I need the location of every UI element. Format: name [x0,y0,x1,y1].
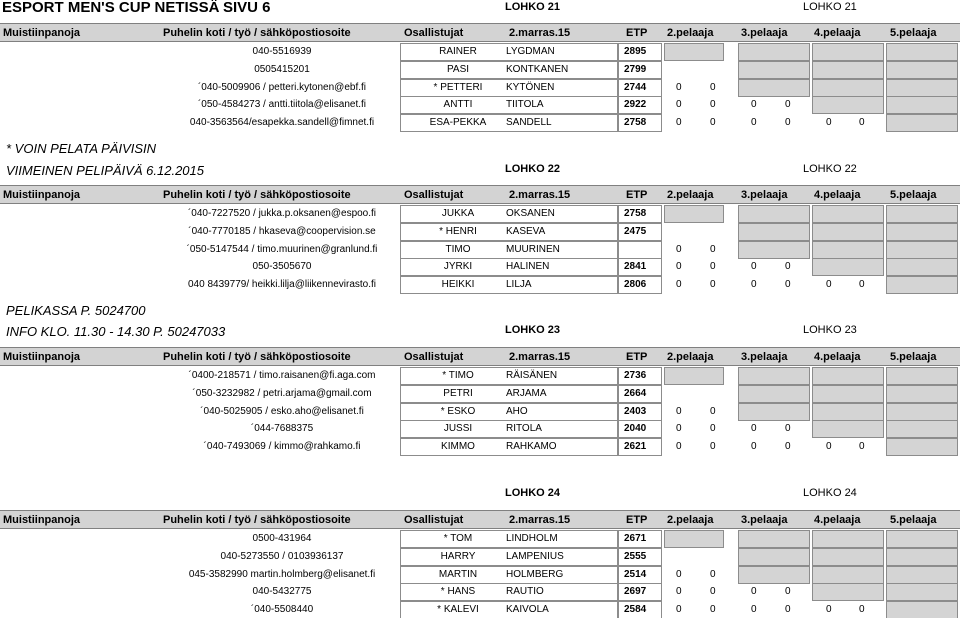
score-value: 0 [710,117,716,128]
score-value: 0 [751,423,757,434]
score-box [886,367,958,385]
header-etp: ETP [626,514,648,526]
etp-points: 2584 [624,604,647,615]
last-name: TIITOLA [506,99,544,110]
score-box [812,205,884,223]
contact-info: ´040-5009906 / petteri.kytonen@ebf.fi [197,82,367,93]
score-value: 0 [676,569,682,580]
score-box [664,530,724,548]
score-box [812,385,884,403]
score-value: 0 [751,441,757,452]
contact-info: ´040-5508440 [250,604,314,615]
score-box [886,403,958,421]
score-box [738,223,810,241]
table-row [0,420,960,438]
score-box [664,43,724,61]
score-value: 0 [751,117,757,128]
score-box [738,548,810,566]
score-box [738,61,810,79]
header-player-5: 5.pelaaja [890,27,937,39]
group-title-right: LOHKO 23 [803,324,857,336]
score-box [812,241,884,259]
first-name: RAINER [439,46,477,57]
header-date: 2.marras.15 [509,514,571,526]
header-etp: ETP [626,189,648,201]
table-row [0,61,960,79]
etp-points: 2895 [624,46,647,57]
etp-points: 2736 [624,370,647,381]
score-value: 0 [676,406,682,417]
table-row [0,79,960,97]
first-name: HEIKKI [441,279,475,290]
score-value: 0 [785,261,791,272]
score-box [886,566,958,584]
score-value: 0 [751,99,757,110]
contact-info: 0500-431964 [252,533,312,544]
header-player-2: 2.pelaaja [667,351,714,363]
last-name: LAMPENIUS [506,551,564,562]
header-player-3: 3.pelaaja [741,27,788,39]
table-header [0,23,960,42]
table-row [0,385,960,403]
header-player-3: 3.pelaaja [741,189,788,201]
score-value: 0 [859,604,865,615]
score-box [812,566,884,584]
etp-points: 2697 [624,586,647,597]
table-row [0,223,960,241]
score-box [886,548,958,566]
etp-points: 2799 [624,64,647,75]
score-box [812,258,884,276]
header-player-5: 5.pelaaja [890,351,937,363]
last-name: KYTÖNEN [506,82,555,93]
score-box [886,601,958,618]
header-etp: ETP [626,27,648,39]
contact-info: 040-5516939 [252,46,312,57]
first-name: JYRKI [443,261,473,272]
table-header [0,185,960,204]
score-value: 0 [676,82,682,93]
first-name: PASI [446,64,470,75]
table-row [0,43,960,61]
page-title: ESPORT MEN'S CUP NETISSÄ [2,0,220,16]
last-name: RÄISÄNEN [506,370,558,381]
score-box [812,96,884,114]
last-name: LYGDMAN [506,46,555,57]
score-value: 0 [710,423,716,434]
last-name: RAUTIO [506,586,544,597]
score-value: 0 [751,261,757,272]
score-box [886,530,958,548]
score-value: 0 [710,604,716,615]
first-name: * TOM [443,533,473,544]
group-title: LOHKO 23 [505,324,561,336]
score-value: 0 [785,604,791,615]
header-etp: ETP [626,351,648,363]
header-date: 2.marras.15 [509,27,571,39]
table-row [0,114,960,132]
header-notes: Muistiinpanoja [3,27,80,39]
last-name: KONTKANEN [506,64,569,75]
header-player-4: 4.pelaaja [814,189,861,201]
last-name: RITOLA [506,423,542,434]
score-value: 0 [826,604,832,615]
etp-cell [618,241,662,259]
contact-info: ´044-7688375 [250,423,314,434]
header-phone: Puhelin koti / työ / sähköpostiosoite [163,189,351,201]
header-participants: Osallistujat [404,514,464,526]
header-date: 2.marras.15 [509,189,571,201]
table-header [0,510,960,529]
score-box [738,566,810,584]
header-phone: Puhelin koti / työ / sähköpostiosoite [163,351,351,363]
score-value: 0 [785,99,791,110]
last-name: LINDHOLM [506,533,558,544]
page-number: SIVU 6 [223,0,271,16]
contact-info: 040-5273550 / 0103936137 [220,551,344,562]
score-box [812,79,884,97]
score-box [886,583,958,601]
score-box [886,420,958,438]
score-box [738,530,810,548]
score-box [738,385,810,403]
contact-info: ´0400-218571 / timo.raisanen@fi.aga.com [188,370,376,381]
contact-info: ´040-7227520 / jukka.p.oksanen@espoo.fi [187,208,377,219]
first-name: JUKKA [441,208,475,219]
contact-info: 050-3505670 [252,261,312,272]
etp-points: 2475 [624,226,647,237]
score-box [738,79,810,97]
header-player-4: 4.pelaaja [814,351,861,363]
score-value: 0 [826,117,832,128]
header-player-4: 4.pelaaja [814,27,861,39]
score-value: 0 [710,244,716,255]
table-row [0,403,960,421]
score-value: 0 [710,406,716,417]
table-row [0,438,960,456]
etp-points: 2040 [624,423,647,434]
last-name: HOLMBERG [506,569,564,580]
first-name: * KALEVI [437,604,479,615]
header-phone: Puhelin koti / työ / sähköpostiosoite [163,514,351,526]
score-value: 0 [785,423,791,434]
last-name: KASEVA [506,226,546,237]
score-value: 0 [859,279,865,290]
contact-info: ´040-5025905 / esko.aho@elisanet.fi [200,406,364,417]
first-name: * HANS [440,586,476,597]
table-row [0,601,960,618]
score-value: 0 [751,279,757,290]
score-value: 0 [710,569,716,580]
header-participants: Osallistujat [404,189,464,201]
score-box [812,548,884,566]
score-box [886,114,958,132]
first-name: * TIMO [442,370,474,381]
score-value: 0 [676,244,682,255]
score-value: 0 [710,441,716,452]
last-name: AHO [506,406,528,417]
first-name: ESA-PEKKA [429,117,487,128]
etp-points: 2403 [624,406,647,417]
header-player-5: 5.pelaaja [890,189,937,201]
first-name: HARRY [440,551,476,562]
header-date: 2.marras.15 [509,351,571,363]
header-player-2: 2.pelaaja [667,189,714,201]
last-name: SANDELL [506,117,552,128]
score-box [886,241,958,259]
score-box [738,205,810,223]
etp-points: 2555 [624,551,647,562]
contact-info: ´040-7770185 / hkaseva@coopervision.se [188,226,376,237]
table-row [0,205,960,223]
last-name: OKSANEN [506,208,555,219]
contact-info: ´040-7493069 / kimmo@rahkamo.fi [203,441,361,452]
last-name: RAHKAMO [506,441,557,452]
table-row [0,530,960,548]
score-box [886,438,958,456]
score-box [886,276,958,294]
score-value: 0 [676,279,682,290]
score-box [886,79,958,97]
etp-points: 2758 [624,208,647,219]
first-name: ANTTI [443,99,473,110]
contact-info: 040-5432775 [252,586,312,597]
etp-points: 2514 [624,569,647,580]
table-row [0,548,960,566]
group-title-right: LOHKO 24 [803,487,857,499]
score-box [812,61,884,79]
score-value: 0 [710,279,716,290]
etp-points: 2671 [624,533,647,544]
contact-info: ´050-5147544 / timo.muurinen@granlund.fi [186,244,378,255]
contact-info: 040-3563564/esapekka.sandell@fimnet.fi [189,117,375,128]
score-value: 0 [676,423,682,434]
table-row [0,258,960,276]
score-box [738,367,810,385]
score-box [812,583,884,601]
score-value: 0 [785,586,791,597]
score-value: 0 [710,82,716,93]
header-notes: Muistiinpanoja [3,514,80,526]
group-title: LOHKO 22 [505,163,561,175]
note-cashier: PELIKASSA P. 5024700 [6,303,146,318]
score-value: 0 [676,117,682,128]
table-header [0,347,960,366]
etp-points: 2758 [624,117,647,128]
etp-points: 2744 [624,82,647,93]
group-title: LOHKO 24 [505,487,561,499]
header-player-5: 5.pelaaja [890,514,937,526]
score-value: 0 [676,586,682,597]
score-box [812,43,884,61]
score-box [664,205,724,223]
header-player-4: 4.pelaaja [814,514,861,526]
score-value: 0 [785,441,791,452]
note-last-day: VIIMEINEN PELIPÄIVÄ 6.12.2015 [6,163,204,178]
etp-points: 2806 [624,279,647,290]
score-value: 0 [785,279,791,290]
table-row [0,276,960,294]
table-row [0,566,960,584]
etp-points: 2621 [624,441,647,452]
score-box [812,403,884,421]
contact-info: 040 8439779/ heikki.lilja@liikennevirasto.fi [187,279,377,290]
score-value: 0 [676,261,682,272]
score-value: 0 [859,441,865,452]
last-name: LILJA [506,279,532,290]
score-box [812,530,884,548]
first-name: * PETTERI [433,82,483,93]
score-box [812,223,884,241]
contact-info: 045-3582990 martin.holmberg@elisanet.fi [188,569,376,580]
etp-points: 2841 [624,261,647,272]
last-name: MUURINEN [506,244,560,255]
group-title: LOHKO 21 [505,1,561,13]
header-player-3: 3.pelaaja [741,514,788,526]
header-player-2: 2.pelaaja [667,27,714,39]
contact-info: ´050-3232982 / petri.arjama@gmail.com [192,388,372,399]
score-box [738,43,810,61]
score-value: 0 [751,586,757,597]
last-name: ARJAMA [506,388,547,399]
score-value: 0 [676,99,682,110]
score-value: 0 [826,441,832,452]
score-box [738,241,810,259]
score-value: 0 [676,441,682,452]
note-daytime: * VOIN PELATA PÄIVISIN [6,141,157,156]
first-name: KIMMO [441,441,475,452]
score-value: 0 [785,117,791,128]
header-notes: Muistiinpanoja [3,351,80,363]
contact-info: ´050-4584273 / antti.tiitola@elisanet.fi [197,99,367,110]
group-title-right: LOHKO 21 [803,1,857,13]
first-name: MARTIN [438,569,478,580]
last-name: HALINEN [506,261,550,272]
score-value: 0 [710,99,716,110]
score-box [886,223,958,241]
score-box [886,385,958,403]
score-box [886,205,958,223]
header-participants: Osallistujat [404,351,464,363]
score-value: 0 [826,279,832,290]
header-player-3: 3.pelaaja [741,351,788,363]
first-name: * ESKO [440,406,476,417]
table-row [0,96,960,114]
score-box [886,258,958,276]
table-row [0,241,960,259]
last-name: KAIVOLA [506,604,549,615]
etp-points: 2922 [624,99,647,110]
score-box [886,61,958,79]
score-value: 0 [859,117,865,128]
etp-points: 2664 [624,388,647,399]
table-row [0,367,960,385]
score-box [886,96,958,114]
first-name: TIMO [445,244,471,255]
header-notes: Muistiinpanoja [3,189,80,201]
first-name: * HENRI [439,226,477,237]
score-value: 0 [676,604,682,615]
table-row [0,583,960,601]
score-box [812,367,884,385]
header-phone: Puhelin koti / työ / sähköpostiosoite [163,27,351,39]
first-name: PETRI [443,388,473,399]
header-participants: Osallistujat [404,27,464,39]
header-player-2: 2.pelaaja [667,514,714,526]
contact-info: 0505415201 [254,64,310,75]
score-value: 0 [751,604,757,615]
score-box [886,43,958,61]
score-value: 0 [710,586,716,597]
score-box [664,367,724,385]
score-value: 0 [710,261,716,272]
score-box [738,403,810,421]
first-name: JUSSI [443,423,473,434]
group-title-right: LOHKO 22 [803,163,857,175]
note-info: INFO KLO. 11.30 - 14.30 P. 50247033 [6,324,226,339]
score-box [812,420,884,438]
